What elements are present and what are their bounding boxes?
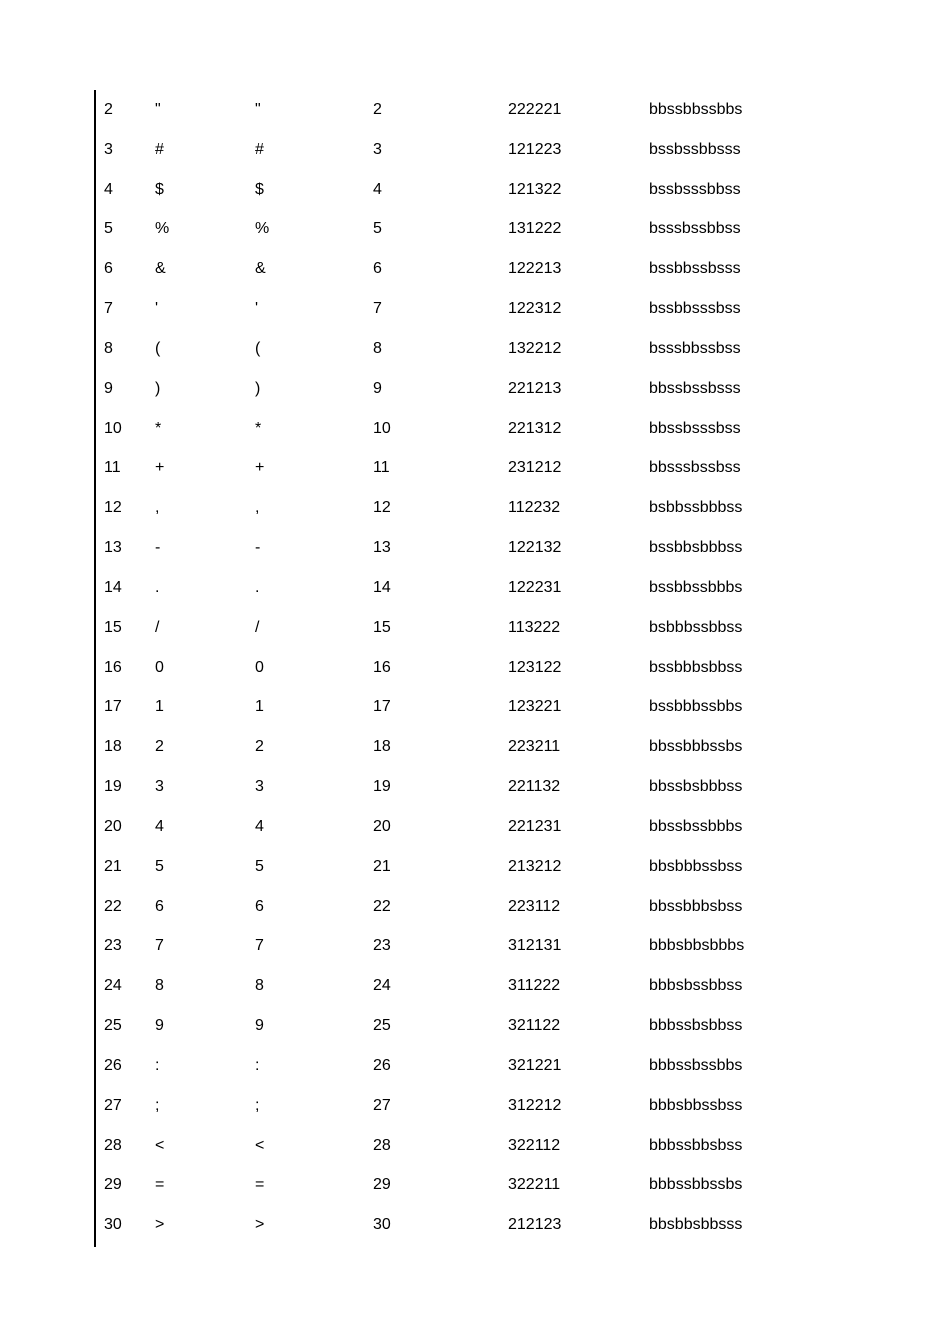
widths-cell: bbbsbssbbss (649, 977, 743, 995)
value-cell: 12 (104, 499, 122, 517)
code-b-cell: " (255, 101, 261, 118)
widths-cell: bbbssbssbbs (649, 1056, 743, 1074)
value-cell: 30 (104, 1216, 122, 1234)
table-row (0, 90, 950, 130)
code-a-cell: 5 (155, 857, 164, 875)
pattern-cell: 131222 (508, 220, 562, 238)
value-cell: 17 (104, 698, 122, 716)
code-a-cell: # (155, 140, 164, 158)
code-b-cell: 7 (255, 937, 264, 955)
code-b-cell: ' (255, 300, 259, 318)
code-b-cell: 0 (255, 658, 264, 676)
value-cell: 23 (104, 937, 122, 955)
pattern-cell: 122312 (508, 300, 562, 318)
code-b-cell: : (255, 1056, 260, 1074)
code-b-cell: * (255, 419, 262, 437)
value-cell: 24 (104, 977, 122, 995)
table-row (0, 568, 950, 608)
code-a-cell: ; (155, 1096, 160, 1114)
pattern-cell: 123122 (508, 658, 562, 676)
widths-cell: bssbbbssbbs (649, 698, 743, 716)
table-row (0, 807, 950, 847)
widths-cell: bbsssbssbss (649, 459, 741, 477)
pattern-cell: 113222 (508, 618, 561, 636)
table-row (0, 767, 950, 807)
widths-cell: bbssbsbbbss (649, 778, 743, 796)
pattern-cell: 321122 (508, 1017, 561, 1035)
code-c-cell: 3 (373, 140, 382, 158)
widths-cell: bbsbbsbbsss (649, 1216, 743, 1234)
table-row (0, 687, 950, 727)
widths-cell: bssbbssbbbs (649, 578, 743, 596)
code-b-cell: - (255, 539, 261, 557)
table-row (0, 1165, 950, 1205)
table-row (0, 966, 950, 1006)
value-cell: 6 (104, 260, 113, 278)
table-row (0, 448, 950, 488)
code-c-cell: 29 (373, 1176, 391, 1194)
code-c-cell: 27 (373, 1096, 391, 1114)
widths-cell: bssbsssbbss (649, 180, 741, 198)
code-a-cell: : (155, 1056, 160, 1074)
code-c-cell: 6 (373, 260, 382, 278)
widths-cell: bbssbssbbbs (649, 817, 743, 835)
code-c-cell: 7 (373, 300, 382, 318)
code-c-cell: 26 (373, 1056, 391, 1074)
value-cell: 29 (104, 1176, 122, 1194)
code-c-cell: 21 (373, 857, 391, 875)
code-a-cell: 8 (155, 977, 164, 995)
code-table (0, 90, 950, 1245)
code-a-cell: $ (155, 180, 164, 198)
code-a-cell: > (155, 1216, 165, 1234)
code-a-cell: ( (155, 339, 161, 357)
code-a-cell: . (155, 578, 160, 596)
widths-cell: bbbsbbsbbbs (649, 937, 745, 955)
table-row (0, 926, 950, 966)
table-row (0, 329, 950, 369)
value-cell: 11 (104, 459, 121, 477)
widths-cell: bbssbbbssbs (649, 738, 743, 756)
code-c-cell: 10 (373, 419, 391, 437)
table-row (0, 1006, 950, 1046)
widths-cell: bbbssbbsbss (649, 1136, 743, 1154)
value-cell: 14 (104, 578, 122, 596)
code-c-cell: 17 (373, 698, 391, 716)
table-row (0, 289, 950, 329)
pattern-cell: 311222 (508, 977, 561, 995)
pattern-cell: 122213 (508, 260, 562, 278)
value-cell: 9 (104, 379, 113, 397)
code-b-cell: 1 (255, 698, 264, 716)
table-row (0, 488, 950, 528)
code-c-cell: 8 (373, 339, 382, 357)
table-row (0, 249, 950, 289)
value-cell: 21 (104, 857, 122, 875)
code-a-cell: , (155, 499, 160, 517)
code-a-cell: 6 (155, 897, 164, 915)
table-row (0, 608, 950, 648)
code-b-cell: $ (255, 180, 264, 198)
value-cell: 2 (104, 101, 113, 118)
code-a-cell: - (155, 539, 161, 557)
code-c-cell: 28 (373, 1136, 391, 1154)
code-b-cell: 2 (255, 738, 264, 756)
pattern-cell: 322211 (508, 1176, 561, 1194)
code-b-cell: > (255, 1216, 265, 1234)
pattern-cell: 123221 (508, 698, 562, 716)
code-c-cell: 30 (373, 1216, 391, 1234)
code-a-cell: ' (155, 300, 159, 318)
code-b-cell: 5 (255, 857, 264, 875)
pattern-cell: 122231 (508, 578, 562, 596)
code-a-cell: < (155, 1136, 165, 1154)
value-cell: 27 (104, 1096, 122, 1114)
table-row (0, 1126, 950, 1166)
code-a-cell: 4 (155, 817, 164, 835)
code-c-cell: 20 (373, 817, 391, 835)
pattern-cell: 221132 (508, 778, 561, 796)
code-c-cell: 19 (373, 778, 391, 796)
value-cell: 26 (104, 1056, 122, 1074)
code-b-cell: 3 (255, 778, 264, 796)
code-b-cell: , (255, 499, 260, 517)
widths-cell: bssbbbsbbss (649, 658, 743, 676)
code-c-cell: 16 (373, 658, 391, 676)
widths-cell: bsbbbssbbss (649, 618, 743, 636)
widths-cell: bsssbssbbss (649, 220, 741, 238)
widths-cell: bbbsbbssbss (649, 1096, 743, 1114)
pattern-cell: 221231 (508, 817, 562, 835)
pattern-cell: 312212 (508, 1096, 562, 1114)
table-row (0, 528, 950, 568)
pattern-cell: 122132 (508, 539, 562, 557)
code-c-cell: 15 (373, 618, 391, 636)
code-a-cell: % (155, 220, 170, 238)
widths-cell: bssbssbbsss (649, 140, 741, 158)
value-cell: 28 (104, 1136, 122, 1154)
table-row (0, 847, 950, 887)
code-b-cell: = (255, 1176, 265, 1194)
table-row (0, 887, 950, 927)
widths-cell: bssbbsssbss (649, 300, 741, 318)
widths-cell: bbssbssbsss (649, 379, 741, 397)
code-a-cell: 7 (155, 937, 164, 955)
code-c-cell: 14 (373, 578, 391, 596)
code-b-cell: % (255, 220, 270, 238)
code-c-cell: 24 (373, 977, 391, 995)
table-row (0, 409, 950, 449)
value-cell: 7 (104, 300, 113, 318)
code-b-cell: ( (255, 339, 261, 357)
value-cell: 16 (104, 658, 122, 676)
code-a-cell: = (155, 1176, 165, 1194)
code-a-cell: 2 (155, 738, 164, 756)
code-a-cell: & (155, 260, 166, 278)
widths-cell: bbssbbbsbss (649, 897, 743, 915)
table-row (0, 1205, 950, 1245)
pattern-cell: 312131 (508, 937, 562, 955)
code-b-cell: + (255, 459, 265, 477)
code-c-cell: 22 (373, 897, 391, 915)
widths-cell: bbsbbbssbss (649, 857, 743, 875)
code-c-cell: 5 (373, 220, 382, 238)
code-a-cell: " (155, 101, 161, 118)
code-a-cell: / (155, 618, 160, 636)
code-c-cell: 2 (373, 101, 382, 118)
widths-cell: bbssbbssbbs (649, 101, 743, 118)
code-a-cell: 9 (155, 1017, 164, 1035)
pattern-cell: 221312 (508, 419, 562, 437)
table-row (0, 648, 950, 688)
code-a-cell: 1 (155, 698, 164, 716)
widths-cell: bssbbssbsss (649, 260, 741, 278)
value-cell: 3 (104, 140, 113, 158)
pattern-cell: 322112 (508, 1136, 561, 1154)
table-row (0, 209, 950, 249)
value-cell: 5 (104, 220, 113, 238)
value-cell: 13 (104, 539, 122, 557)
table-row (0, 727, 950, 767)
value-cell: 4 (104, 180, 113, 198)
table-row (0, 369, 950, 409)
code-c-cell: 4 (373, 180, 382, 198)
value-cell: 15 (104, 618, 122, 636)
pattern-cell: 222221 (508, 101, 562, 118)
value-cell: 10 (104, 419, 122, 437)
widths-cell: bsbbssbbbss (649, 499, 743, 517)
code-b-cell: 6 (255, 897, 264, 915)
code-b-cell: . (255, 578, 260, 596)
code-b-cell: 4 (255, 817, 264, 835)
widths-cell: bbssbsssbss (649, 419, 741, 437)
code-b-cell: 9 (255, 1017, 264, 1035)
table-row (0, 1086, 950, 1126)
table-row (0, 1046, 950, 1086)
widths-cell: bbbssbsbbss (649, 1017, 743, 1035)
widths-cell: bsssbbssbss (649, 339, 741, 357)
widths-cell: bbbssbbssbs (649, 1176, 743, 1194)
code-c-cell: 25 (373, 1017, 391, 1035)
code-b-cell: / (255, 618, 260, 636)
value-cell: 22 (104, 897, 122, 915)
pattern-cell: 321221 (508, 1056, 562, 1074)
code-b-cell: < (255, 1136, 265, 1154)
code-a-cell: 0 (155, 658, 164, 676)
pattern-cell: 121322 (508, 180, 562, 198)
table-row (0, 130, 950, 170)
pattern-cell: 213212 (508, 857, 562, 875)
pattern-cell: 223211 (508, 738, 561, 756)
pattern-cell: 223112 (508, 897, 561, 915)
value-cell: 18 (104, 738, 122, 756)
code-b-cell: & (255, 260, 266, 278)
pattern-cell: 132212 (508, 339, 562, 357)
code-b-cell: 8 (255, 977, 264, 995)
code-b-cell: # (255, 140, 264, 158)
value-cell: 8 (104, 339, 113, 357)
table-row (0, 170, 950, 210)
code-b-cell: ; (255, 1096, 260, 1114)
code-c-cell: 11 (373, 459, 390, 477)
pattern-cell: 121223 (508, 140, 562, 158)
value-cell: 20 (104, 817, 122, 835)
code-a-cell: + (155, 459, 165, 477)
code-c-cell: 13 (373, 539, 391, 557)
widths-cell: bssbbsbbbss (649, 539, 743, 557)
code-a-cell: * (155, 419, 162, 437)
code-c-cell: 9 (373, 379, 382, 397)
code-c-cell: 18 (373, 738, 391, 756)
code-a-cell: 3 (155, 778, 164, 796)
code-b-cell: ) (255, 379, 261, 397)
pattern-cell: 221213 (508, 379, 562, 397)
pattern-cell: 231212 (508, 459, 562, 477)
value-cell: 19 (104, 778, 122, 796)
code-c-cell: 12 (373, 499, 391, 517)
code-c-cell: 23 (373, 937, 391, 955)
value-cell: 25 (104, 1017, 122, 1035)
pattern-cell: 212123 (508, 1216, 562, 1234)
code-a-cell: ) (155, 379, 161, 397)
pattern-cell: 112232 (508, 499, 561, 517)
